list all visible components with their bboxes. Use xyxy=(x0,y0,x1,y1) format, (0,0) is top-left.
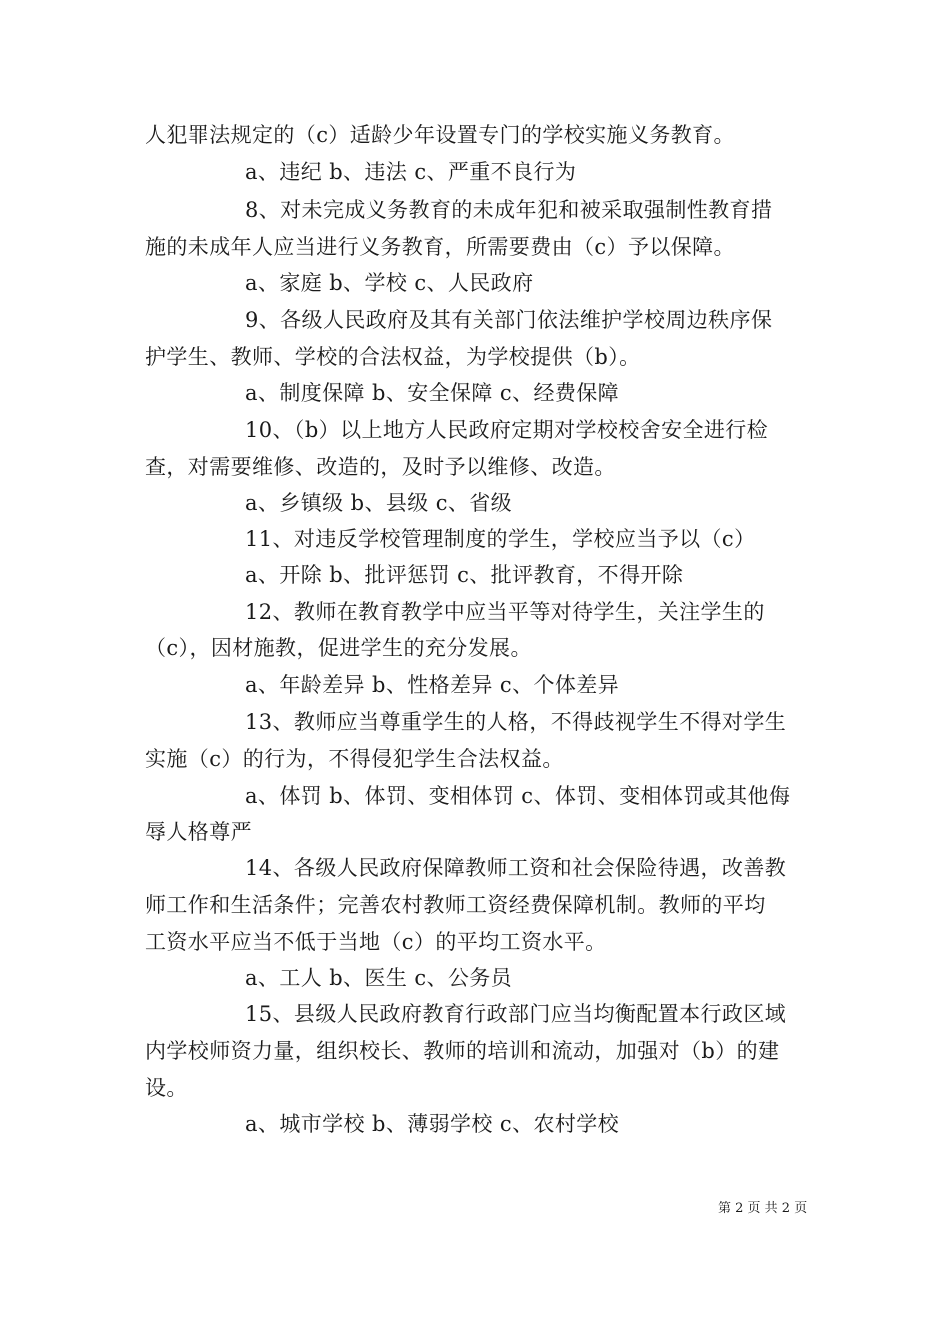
answer-options: a、制度保障 b、安全保障 c、经费保障 xyxy=(245,381,620,405)
text-line: 施的未成年人应当进行义务教育，所需要费由（c）予以保障。 xyxy=(145,235,735,259)
question-9: 9、各级人民政府及其有关部门依法维护学校周边秩序保 xyxy=(245,308,773,332)
question-15: 15、县级人民政府教育行政部门应当均衡配置本行政区域 xyxy=(245,1002,787,1026)
text-line: 设。 xyxy=(145,1076,188,1100)
text-line: 师工作和生活条件；完善农村教师工资经费保障机制。教师的平均 xyxy=(145,893,766,917)
answer-options: a、年龄差异 b、性格差异 c、个体差异 xyxy=(245,673,620,697)
question-11: 11、对违反学校管理制度的学生，学校应当予以（c） xyxy=(245,527,756,551)
answer-options: a、工人 b、医生 c、公务员 xyxy=(245,966,513,990)
page-indicator: 第 2 页 共 2 页 xyxy=(718,1201,808,1216)
answer-options: a、体罚 b、体罚、变相体罚 c、体罚、变相体罚或其他侮 xyxy=(245,784,791,808)
text-line: 辱人格尊严 xyxy=(145,820,252,844)
answer-options: a、开除 b、批评惩罚 c、批评教育，不得开除 xyxy=(245,563,684,587)
question-12: 12、教师在教育教学中应当平等对待学生，关注学生的 xyxy=(245,600,765,624)
answer-options: a、家庭 b、学校 c、人民政府 xyxy=(245,271,534,295)
question-8: 8、对未完成义务教育的未成年犯和被采取强制性教育措 xyxy=(245,198,773,222)
question-10: 10、（b）以上地方人民政府定期对学校校舍安全进行检 xyxy=(245,418,769,442)
text-line: （c），因材施教，促进学生的充分发展。 xyxy=(145,636,532,660)
question-13: 13、教师应当尊重学生的人格，不得歧视学生不得对学生 xyxy=(245,710,787,734)
text-line: 实施（c）的行为，不得侵犯学生合法权益。 xyxy=(145,747,564,771)
answer-options: a、城市学校 b、薄弱学校 c、农村学校 xyxy=(245,1112,620,1136)
text-line: 内学校师资力量，组织校长、教师的培训和流动，加强对（b）的建 xyxy=(145,1039,780,1063)
text-line: 查，对需要维修、改造的，及时予以维修、改造。 xyxy=(145,455,616,479)
text-line: 人犯罪法规定的（c）适龄少年设置专门的学校实施义务教育。 xyxy=(145,123,735,147)
text-line: 护学生、教师、学校的合法权益，为学校提供（b）。 xyxy=(145,345,641,369)
text-line: 工资水平应当不低于当地（c）的平均工资水平。 xyxy=(145,930,607,954)
question-14: 14、各级人民政府保障教师工资和社会保险待遇，改善教 xyxy=(245,856,787,880)
answer-options: a、违纪 b、违法 c、严重不良行为 xyxy=(245,160,577,184)
answer-options: a、乡镇级 b、县级 c、省级 xyxy=(245,491,513,515)
